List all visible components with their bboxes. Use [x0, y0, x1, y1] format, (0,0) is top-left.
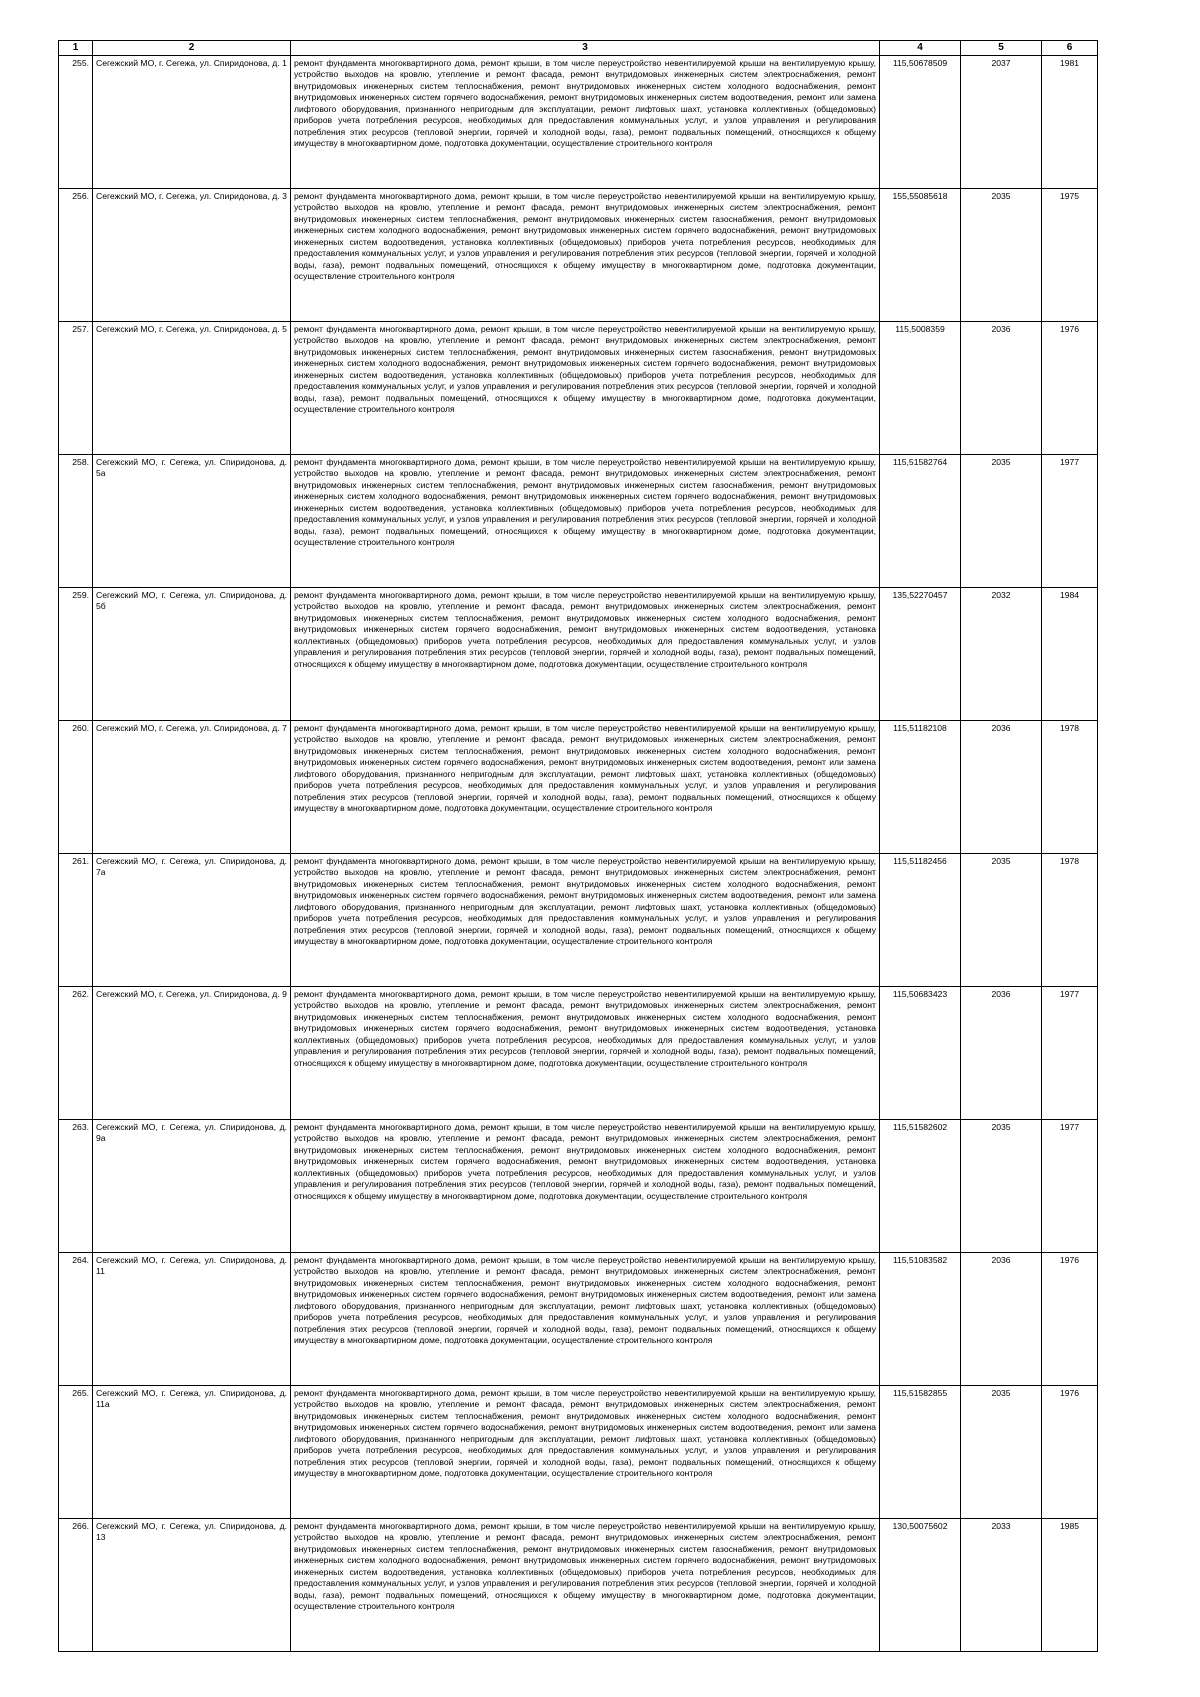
planned-year-cell: 2035: [961, 1120, 1042, 1253]
planned-year-cell: 2036: [961, 1253, 1042, 1386]
header-col-5: 5: [961, 41, 1042, 56]
row-number: 255.: [59, 56, 93, 189]
header-col-6: 6: [1042, 41, 1098, 56]
address-cell: Сегежский МО, г. Сегежа, ул. Спиридонова, д. 11: [93, 1253, 291, 1386]
planned-year-cell: 2036: [961, 322, 1042, 455]
built-year-cell: 1978: [1042, 854, 1098, 987]
planned-year-cell: 2035: [961, 455, 1042, 588]
planned-year-cell: 2036: [961, 721, 1042, 854]
works-cell: ремонт фундамента многоквартирного дома, ремонт крыши, в том числе переустройство невентилируемой крыши на вентилируемую крышу, устройство выходов на кровлю, утепление и ремонт фасада, ремонт внутридомовых инженерных систем электроснабжения, ремонт внутридомовых инженерных систем теплоснабжения, ремонт внутридомовых инженерных систем холодного водоснабжения, ремонт внутридомовых инженерных систем горячего водоснабжения, ремонт внутридомовых инженерных систем водоотведения, ремонт или замена лифтового оборудования, признанного непригодным для эксплуатации, ремонт лифтовых шахт, установка коллективных (общедомовых) приборов учета потребления ресурсов, необходимых для предоставления коммунальных услуг, и узлов управления и регулирования потребления этих ресурсов (тепловой энергии, горячей и холодной воды, газа), ремонт подвальных помещений, относящихся к общему имуществу в многоквартирном доме, подготовка документации, осуществление строительного контроля: [291, 1386, 880, 1519]
cost-cell: 115,51182456: [880, 854, 961, 987]
address-cell: Сегежский МО, г. Сегежа, ул. Спиридонова, д. 7: [93, 721, 291, 854]
header-col-3: 3: [291, 41, 880, 56]
cost-cell: 115,50683423: [880, 987, 961, 1120]
address-cell: Сегежский МО, г. Сегежа, ул. Спиридонова, д. 7а: [93, 854, 291, 987]
cost-cell: 115,51083582: [880, 1253, 961, 1386]
table-row: [59, 588, 1098, 721]
planned-year-cell: 2033: [961, 1519, 1042, 1652]
row-number: 262.: [59, 987, 93, 1120]
built-year-cell: 1976: [1042, 1386, 1098, 1519]
cost-cell: 115,5008359: [880, 322, 961, 455]
built-year-cell: 1977: [1042, 1120, 1098, 1253]
cost-cell: 135,52270457: [880, 588, 961, 721]
row-number: 265.: [59, 1386, 93, 1519]
row-number: 263.: [59, 1120, 93, 1253]
table-row: [59, 1253, 1098, 1386]
works-cell: ремонт фундамента многоквартирного дома, ремонт крыши, в том числе переустройство невентилируемой крыши на вентилируемую крышу, устройство выходов на кровлю, утепление и ремонт фасада, ремонт внутридомовых инженерных систем электроснабжения, ремонт внутридомовых инженерных систем теплоснабжения, ремонт внутридомовых инженерных систем газоснабжения, ремонт внутридомовых инженерных систем холодного водоснабжения, ремонт внутридомовых инженерных систем горячего водоснабжения, ремонт внутридомовых инженерных систем водоотведения, установка коллективных (общедомовых) приборов учета потребления ресурсов, необходимых для предоставления коммунальных услуг, и узлов управления и регулирования потребления этих ресурсов (тепловой энергии, горячей и холодной воды, газа), ремонт подвальных помещений, относящихся к общему имуществу в многоквартирном доме, подготовка документации, осуществление строительного контроля: [291, 322, 880, 455]
built-year-cell: 1976: [1042, 1253, 1098, 1386]
row-number: 260.: [59, 721, 93, 854]
address-cell: Сегежский МО, г. Сегежа, ул. Спиридонова, д. 5б: [93, 588, 291, 721]
address-cell: Сегежский МО, г. Сегежа, ул. Спиридонова, д. 9: [93, 987, 291, 1120]
header-col-1: 1: [59, 41, 93, 56]
works-cell: ремонт фундамента многоквартирного дома, ремонт крыши, в том числе переустройство невентилируемой крыши на вентилируемую крышу, устройство выходов на кровлю, утепление и ремонт фасада, ремонт внутридомовых инженерных систем электроснабжения, ремонт внутридомовых инженерных систем теплоснабжения, ремонт внутридомовых инженерных систем холодного водоснабжения, ремонт внутридомовых инженерных систем горячего водоснабжения, ремонт внутридомовых инженерных систем водоотведения, ремонт или замена лифтового оборудования, признанного непригодным для эксплуатации, ремонт лифтовых шахт, установка коллективных (общедомовых) приборов учета потребления ресурсов, необходимых для предоставления коммунальных услуг, и узлов управления и регулирования потребления этих ресурсов (тепловой энергии, горячей и холодной воды, газа), ремонт подвальных помещений, относящихся к общему имуществу в многоквартирном доме, подготовка документации, осуществление строительного контроля: [291, 1253, 880, 1386]
table-row: [59, 1519, 1098, 1652]
header-row: [59, 41, 1098, 56]
cost-cell: 115,51182108: [880, 721, 961, 854]
row-number: 259.: [59, 588, 93, 721]
row-number: 266.: [59, 1519, 93, 1652]
table-body: [59, 56, 1098, 1652]
built-year-cell: 1975: [1042, 189, 1098, 322]
table-row: [59, 1386, 1098, 1519]
cost-cell: 115,50678509: [880, 56, 961, 189]
works-cell: ремонт фундамента многоквартирного дома, ремонт крыши, в том числе переустройство невентилируемой крыши на вентилируемую крышу, устройство выходов на кровлю, утепление и ремонт фасада, ремонт внутридомовых инженерных систем электроснабжения, ремонт внутридомовых инженерных систем теплоснабжения, ремонт внутридомовых инженерных систем холодного водоснабжения, ремонт внутридомовых инженерных систем горячего водоснабжения, ремонт внутридомовых инженерных систем водоотведения, ремонт или замена лифтового оборудования, признанного непригодным для эксплуатации, ремонт лифтовых шахт, установка коллективных (общедомовых) приборов учета потребления ресурсов, необходимых для предоставления коммунальных услуг, и узлов управления и регулирования потребления этих ресурсов (тепловой энергии, горячей и холодной воды, газа), ремонт подвальных помещений, относящихся к общему имуществу в многоквартирном доме, подготовка документации, осуществление строительного контроля: [291, 854, 880, 987]
table-row: [59, 987, 1098, 1120]
address-cell: Сегежский МО, г. Сегежа, ул. Спиридонова, д. 9а: [93, 1120, 291, 1253]
cost-cell: 130,50075602: [880, 1519, 961, 1652]
built-year-cell: 1978: [1042, 721, 1098, 854]
works-cell: ремонт фундамента многоквартирного дома, ремонт крыши, в том числе переустройство невентилируемой крыши на вентилируемую крышу, устройство выходов на кровлю, утепление и ремонт фасада, ремонт внутридомовых инженерных систем электроснабжения, ремонт внутридомовых инженерных систем теплоснабжения, ремонт внутридомовых инженерных систем холодного водоснабжения, ремонт внутридомовых инженерных систем горячего водоснабжения, ремонт внутридомовых инженерных систем водоотведения, ремонт или замена лифтового оборудования, признанного непригодным для эксплуатации, ремонт лифтовых шахт, установка коллективных (общедомовых) приборов учета потребления ресурсов, необходимых для предоставления коммунальных услуг, и узлов управления и регулирования потребления этих ресурсов (тепловой энергии, горячей и холодной воды, газа), ремонт подвальных помещений, относящихся к общему имуществу в многоквартирном доме, подготовка документации, осуществление строительного контроля: [291, 56, 880, 189]
table-row: [59, 189, 1098, 322]
planned-year-cell: 2035: [961, 1386, 1042, 1519]
built-year-cell: 1976: [1042, 322, 1098, 455]
header-col-4: 4: [880, 41, 961, 56]
address-cell: Сегежский МО, г. Сегежа, ул. Спиридонова, д. 13: [93, 1519, 291, 1652]
works-cell: ремонт фундамента многоквартирного дома, ремонт крыши, в том числе переустройство невентилируемой крыши на вентилируемую крышу, устройство выходов на кровлю, утепление и ремонт фасада, ремонт внутридомовых инженерных систем электроснабжения, ремонт внутридомовых инженерных систем теплоснабжения, ремонт внутридомовых инженерных систем газоснабжения, ремонт внутридомовых инженерных систем холодного водоснабжения, ремонт внутридомовых инженерных систем горячего водоснабжения, ремонт внутридомовых инженерных систем водоотведения, установка коллективных (общедомовых) приборов учета потребления ресурсов, необходимых для предоставления коммунальных услуг, и узлов управления и регулирования потребления этих ресурсов (тепловой энергии, горячей и холодной воды, газа), ремонт подвальных помещений, относящихся к общему имуществу в многоквартирном доме, подготовка документации, осуществление строительного контроля: [291, 455, 880, 588]
address-cell: Сегежский МО, г. Сегежа, ул. Спиридонова, д. 5а: [93, 455, 291, 588]
table-row: [59, 56, 1098, 189]
program-table: [58, 40, 1098, 1652]
works-cell: ремонт фундамента многоквартирного дома, ремонт крыши, в том числе переустройство невентилируемой крыши на вентилируемую крышу, устройство выходов на кровлю, утепление и ремонт фасада, ремонт внутридомовых инженерных систем электроснабжения, ремонт внутридомовых инженерных систем теплоснабжения, ремонт внутридомовых инженерных систем холодного водоснабжения, ремонт внутридомовых инженерных систем горячего водоснабжения, ремонт внутридомовых инженерных систем водоотведения, установка коллективных (общедомовых) приборов учета потребления ресурсов, необходимых для предоставления коммунальных услуг, и узлов управления и регулирования потребления этих ресурсов (тепловой энергии, горячей и холодной воды, газа), ремонт подвальных помещений, относящихся к общему имуществу в многоквартирном доме, подготовка документации, осуществление строительного контроля: [291, 1120, 880, 1253]
table-row: [59, 854, 1098, 987]
table-row: [59, 721, 1098, 854]
planned-year-cell: 2032: [961, 588, 1042, 721]
table-row: [59, 1120, 1098, 1253]
table-row: [59, 322, 1098, 455]
cost-cell: 115,51582602: [880, 1120, 961, 1253]
works-cell: ремонт фундамента многоквартирного дома, ремонт крыши, в том числе переустройство невентилируемой крыши на вентилируемую крышу, устройство выходов на кровлю, утепление и ремонт фасада, ремонт внутридомовых инженерных систем электроснабжения, ремонт внутридомовых инженерных систем теплоснабжения, ремонт внутридомовых инженерных систем газоснабжения, ремонт внутридомовых инженерных систем холодного водоснабжения, ремонт внутридомовых инженерных систем горячего водоснабжения, ремонт внутридомовых инженерных систем водоотведения, установка коллективных (общедомовых) приборов учета потребления ресурсов, необходимых для предоставления коммунальных услуг, и узлов управления и регулирования потребления этих ресурсов (тепловой энергии, горячей и холодной воды, газа), ремонт подвальных помещений, относящихся к общему имуществу в многоквартирном доме, подготовка документации, осуществление строительного контроля: [291, 189, 880, 322]
works-cell: ремонт фундамента многоквартирного дома, ремонт крыши, в том числе переустройство невентилируемой крыши на вентилируемую крышу, устройство выходов на кровлю, утепление и ремонт фасада, ремонт внутридомовых инженерных систем электроснабжения, ремонт внутридомовых инженерных систем теплоснабжения, ремонт внутридомовых инженерных систем холодного водоснабжения, ремонт внутридомовых инженерных систем горячего водоснабжения, ремонт внутридомовых инженерных систем водоотведения, установка коллективных (общедомовых) приборов учета потребления ресурсов, необходимых для предоставления коммунальных услуг, и узлов управления и регулирования потребления этих ресурсов (тепловой энергии, горячей и холодной воды, газа), ремонт подвальных помещений, относящихся к общему имуществу в многоквартирном доме, подготовка документации, осуществление строительного контроля: [291, 588, 880, 721]
address-cell: Сегежский МО, г. Сегежа, ул. Спиридонова, д. 5: [93, 322, 291, 455]
cost-cell: 155,55085618: [880, 189, 961, 322]
table-row: [59, 455, 1098, 588]
works-cell: ремонт фундамента многоквартирного дома, ремонт крыши, в том числе переустройство невентилируемой крыши на вентилируемую крышу, устройство выходов на кровлю, утепление и ремонт фасада, ремонт внутридомовых инженерных систем электроснабжения, ремонт внутридомовых инженерных систем теплоснабжения, ремонт внутридомовых инженерных систем холодного водоснабжения, ремонт внутридомовых инженерных систем горячего водоснабжения, ремонт внутридомовых инженерных систем водоотведения, ремонт или замена лифтового оборудования, признанного непригодным для эксплуатации, ремонт лифтовых шахт, установка коллективных (общедомовых) приборов учета потребления ресурсов, необходимых для предоставления коммунальных услуг, и узлов управления и регулирования потребления этих ресурсов (тепловой энергии, горячей и холодной воды, газа), ремонт подвальных помещений, относящихся к общему имуществу в многоквартирном доме, подготовка документации, осуществление строительного контроля: [291, 721, 880, 854]
works-cell: ремонт фундамента многоквартирного дома, ремонт крыши, в том числе переустройство невентилируемой крыши на вентилируемую крышу, устройство выходов на кровлю, утепление и ремонт фасада, ремонт внутридомовых инженерных систем электроснабжения, ремонт внутридомовых инженерных систем теплоснабжения, ремонт внутридомовых инженерных систем холодного водоснабжения, ремонт внутридомовых инженерных систем горячего водоснабжения, ремонт внутридомовых инженерных систем водоотведения, установка коллективных (общедомовых) приборов учета потребления ресурсов, необходимых для предоставления коммунальных услуг, и узлов управления и регулирования потребления этих ресурсов (тепловой энергии, горячей и холодной воды, газа), ремонт подвальных помещений, относящихся к общему имуществу в многоквартирном доме, подготовка документации, осуществление строительного контроля: [291, 987, 880, 1120]
row-number: 261.: [59, 854, 93, 987]
planned-year-cell: 2036: [961, 987, 1042, 1120]
built-year-cell: 1977: [1042, 455, 1098, 588]
row-number: 264.: [59, 1253, 93, 1386]
row-number: 257.: [59, 322, 93, 455]
cost-cell: 115,51582764: [880, 455, 961, 588]
address-cell: Сегежский МО, г. Сегежа, ул. Спиридонова, д. 3: [93, 189, 291, 322]
built-year-cell: 1981: [1042, 56, 1098, 189]
built-year-cell: 1984: [1042, 588, 1098, 721]
built-year-cell: 1977: [1042, 987, 1098, 1120]
works-cell: ремонт фундамента многоквартирного дома, ремонт крыши, в том числе переустройство невентилируемой крыши на вентилируемую крышу, устройство выходов на кровлю, утепление и ремонт фасада, ремонт внутридомовых инженерных систем электроснабжения, ремонт внутридомовых инженерных систем теплоснабжения, ремонт внутридомовых инженерных систем газоснабжения, ремонт внутридомовых инженерных систем холодного водоснабжения, ремонт внутридомовых инженерных систем горячего водоснабжения, ремонт внутридомовых инженерных систем водоотведения, установка коллективных (общедомовых) приборов учета потребления ресурсов, необходимых для предоставления коммунальных услуг, и узлов управления и регулирования потребления этих ресурсов (тепловой энергии, горячей и холодной воды, газа), ремонт подвальных помещений, относящихся к общему имуществу в многоквартирном доме, подготовка документации, осуществление строительного контроля: [291, 1519, 880, 1652]
row-number: 256.: [59, 189, 93, 322]
planned-year-cell: 2037: [961, 56, 1042, 189]
address-cell: Сегежский МО, г. Сегежа, ул. Спиридонова, д. 11а: [93, 1386, 291, 1519]
built-year-cell: 1985: [1042, 1519, 1098, 1652]
address-cell: Сегежский МО, г. Сегежа, ул. Спиридонова, д. 1: [93, 56, 291, 189]
cost-cell: 115,51582855: [880, 1386, 961, 1519]
planned-year-cell: 2035: [961, 854, 1042, 987]
header-col-2: 2: [93, 41, 291, 56]
planned-year-cell: 2035: [961, 189, 1042, 322]
row-number: 258.: [59, 455, 93, 588]
